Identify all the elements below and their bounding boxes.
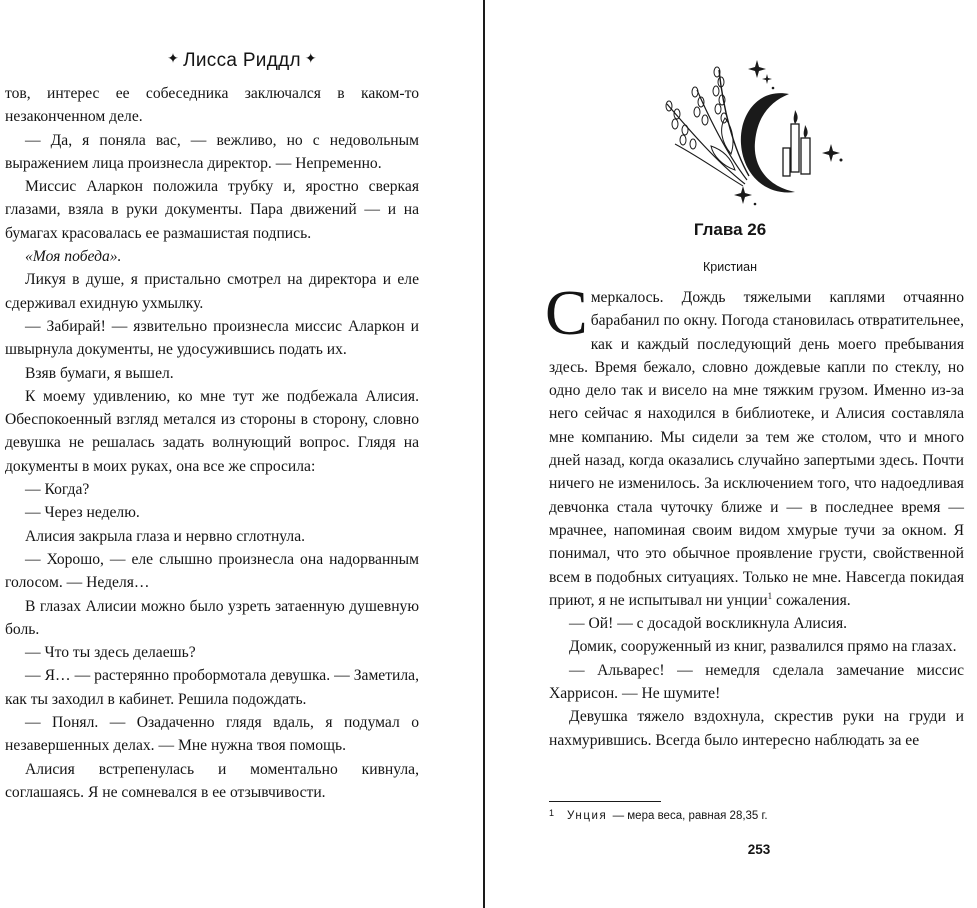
paragraph: В глазах Алисии можно было узреть затаенную душевную боль. xyxy=(5,597,419,638)
right-page xyxy=(485,0,977,908)
paragraph: — Понял. — Озадаченно глядя вдаль, я подумал о незавершенных делах. — Мне нужна твоя помощь. xyxy=(5,714,419,755)
paragraph: — Когда? xyxy=(25,481,90,499)
footnote-mark: 1 xyxy=(549,808,555,818)
footnote-reference: 1 xyxy=(767,590,773,601)
opening-paragraph-text: меркалось. Дождь тяжелыми каплями отчаянно барабанил по окну. Погода становилась отвратительнее, как и каждый последующий день моего пребывания здесь. Время бежало, словно дождевые капли по стеклу, но одно дело так и висело на мне тяжким грузом. Именно из-за него сейчас я находился в библиотеке, и Алисия составляла мне компанию. Мы сидели за тем же столом, что и много дней назад, когда оказались случайно запертыми здесь. Почти ничего не изменилось. За исключением того, что надоедливая девчонка стала чуточку ближе и — в последнее время — мрачнее, напоминая своим видом хмурые тучи за окном. Я понимал, что это обычное проявление грусти, свойственной всем в подобных ситуациях. Только не мне. Навсегда покидая приют, я не испытывал ни унции xyxy=(549,289,964,609)
footnote xyxy=(549,808,964,822)
chapter-title: Глава 26 xyxy=(693,220,767,239)
footnote-definition: — мера веса, равная 28,35 г. xyxy=(609,810,768,822)
page-number: 253 xyxy=(747,842,771,857)
crescent-moon-lavender-candle-icon xyxy=(661,58,851,214)
drop-cap: С xyxy=(545,277,588,348)
paragraph: Домик, сооруженный из книг, развалился прямо на глазах. xyxy=(569,638,957,656)
opening-paragraph-tail: сожаления. xyxy=(772,591,851,609)
paragraph: — Через неделю. xyxy=(25,504,140,522)
paragraph: — Что ты здесь делаешь? xyxy=(25,644,196,662)
right-page-text xyxy=(545,277,964,752)
opening-paragraph xyxy=(545,277,964,612)
paragraph: — Хорошо, — еле слышно произнесла она надорванным голосом. — Неделя… xyxy=(5,550,419,592)
paragraph: — Альварес! — немедля сделала замечание миссис Харрисон. — Не шумите! xyxy=(549,661,964,703)
paragraph: — Да, я поняла вас, — вежливо, но с недовольным выражением лица произнесла директор. — Непременно. xyxy=(5,131,419,172)
left-page-text xyxy=(5,82,419,804)
paragraph: Алисия встрепенулась и моментально кивнула, соглашаясь. Я не сомневался в ее отзывчивости. xyxy=(5,760,419,801)
paragraph: — Я… — растерянно пробормотала девушка. — Заметила, как ты заходил в кабинет. Решила подождать. xyxy=(5,667,419,708)
paragraph: Ликуя в душе, я пристально смотрел на директора и еле сдерживал ехидную ухмылку. xyxy=(5,271,419,312)
footnote-term: Унция xyxy=(567,810,608,822)
footnote-rule xyxy=(549,801,661,802)
paragraph: Алисия закрыла глаза и нервно сглотнула. xyxy=(25,527,306,545)
running-head xyxy=(0,50,484,72)
chapter-subtitle: Кристиан xyxy=(702,260,758,274)
paragraph: К моему удивлению, ко мне тут же подбежала Алисия. Обеспокоенный взгляд метался из стороны в сторону, словно девушка не решалась задать волнующий вопрос. Глядя на документы в моих руках, она все же спросила: xyxy=(5,387,419,475)
running-head-author: Лисса Риддл xyxy=(183,50,301,71)
paragraph: Миссис Аларкон положила трубку и, яростно сверкая глазами, взяла в руки документы. Пара движений — и на бумагах красовалась ее размашистая подпись. xyxy=(5,178,419,242)
paragraph: — Забирай! — язвительно произнесла миссис Аларкон и швырнула документы, не удосужившись подать их. xyxy=(5,317,419,359)
paragraph: тов, интерес ее собеседника заключался в каком-то незаконченном деле. xyxy=(5,85,419,126)
paragraph: «Моя победа». xyxy=(25,248,122,266)
sparkle-icon: ✦ xyxy=(167,50,180,66)
paragraph: Девушка тяжело вздохнула, скрестив руки на груди и нахмурившись. Всегда было интересно наблюдать за ее xyxy=(549,708,964,749)
left-page xyxy=(0,0,484,908)
sparkle-icon: ✦ xyxy=(304,50,317,66)
paragraph: — Ой! — с досадой воскликнула Алисия. xyxy=(569,615,848,633)
paragraph: Взяв бумаги, я вышел. xyxy=(25,364,174,382)
